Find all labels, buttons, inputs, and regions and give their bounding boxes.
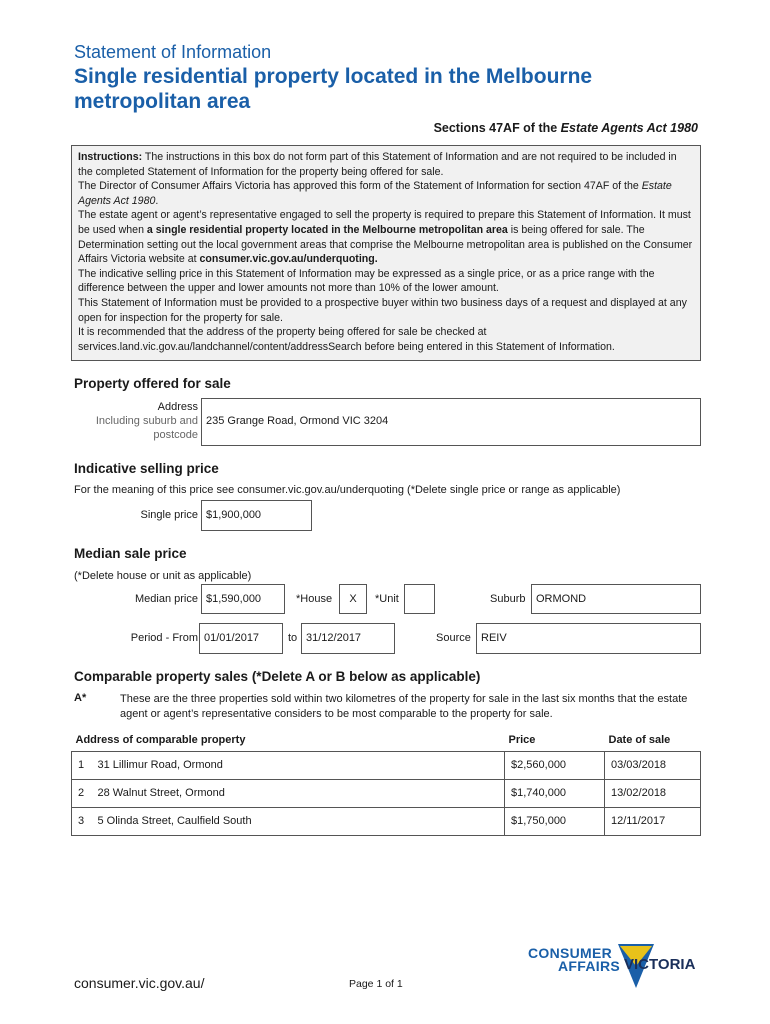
median-heading: Median sale price: [74, 546, 187, 561]
logo-text-consumer: CONSUMER: [528, 945, 613, 961]
row-date[interactable]: 12/11/2017: [605, 807, 701, 835]
house-checkbox[interactable]: X: [339, 584, 367, 614]
instructions-p2b: Estate Agents Act 1980: [78, 180, 672, 207]
instructions-p3b: a single residential property located in the Melbourne metropolitan area: [146, 223, 508, 236]
source-label: Source: [436, 632, 471, 644]
row-address[interactable]: 28 Walnut Street, Ormond: [92, 779, 505, 807]
row-price[interactable]: $2,560,000: [505, 751, 605, 779]
instructions-label: Instructions:: [78, 151, 143, 163]
period-to-field[interactable]: 31/12/2017: [301, 623, 395, 654]
page-number: Page 1 of 1: [349, 978, 403, 990]
unit-label: *Unit: [375, 593, 399, 605]
indicative-note: For the meaning of this price see consumer.vic.gov.au/underquoting (*Delete single price or range as applicable): [74, 484, 621, 496]
row-date[interactable]: 03/03/2018: [605, 751, 701, 779]
instructions-p3d[interactable]: consumer.vic.gov.au/underquoting.: [199, 253, 378, 266]
instructions-p3a: The estate agent or agent’s representative engaged to sell the property is required to prepare this Statement of Information. It must be used when: [78, 209, 691, 236]
period-from-label: Period - From: [130, 632, 198, 644]
row-number: 2: [72, 779, 92, 807]
col-header-price: Price: [508, 733, 536, 746]
row-price[interactable]: $1,750,000: [505, 807, 605, 835]
instructions-box: [71, 145, 701, 361]
address-label: Address: [157, 401, 198, 413]
row-price[interactable]: $1,740,000: [505, 779, 605, 807]
document-subtitle: Statement of Information: [74, 42, 272, 62]
consumer-affairs-victoria-logo: [528, 942, 704, 994]
instructions-p6: It is recommended that the address of the property being offered for sale be checked at services.land.vic.gov.au/landchannel/content/addressSearch before being entered in this Statement of Information.: [78, 326, 615, 353]
median-note: (*Delete house or unit as applicable): [74, 570, 252, 582]
property-heading: Property offered for sale: [74, 376, 231, 391]
source-field[interactable]: REIV: [476, 623, 701, 654]
instructions-p5: This Statement of Information must be provided to a prospective buyer within two business days of a request and displayed at any open for inspection for the property for sale.: [78, 296, 687, 324]
period-to-label: to: [288, 632, 298, 644]
suburb-label: Suburb: [490, 593, 526, 605]
document-title: Single residential property located in the Melbourne metropolitan area: [74, 65, 593, 113]
col-header-address: Address of comparable property: [75, 733, 246, 746]
address-sublabel-1: Including suburb and: [95, 415, 198, 427]
row-address[interactable]: 5 Olinda Street, Caulfield South: [92, 807, 505, 835]
instructions-p2c: .: [155, 194, 159, 207]
comparable-table: [71, 733, 701, 836]
table-row: [72, 751, 701, 779]
suburb-field[interactable]: ORMOND: [531, 584, 701, 614]
indicative-heading: Indicative selling price: [74, 461, 219, 476]
sections-act: Estate Agents Act 1980: [560, 121, 698, 135]
row-date[interactable]: 13/02/2018: [605, 779, 701, 807]
instructions-p3c: is being offered for sale. The Determination setting out the local government areas that comprise the Melbourne metropolitan area is published on the Consumer Affairs Victoria website at: [78, 223, 693, 266]
option-a-text: These are the three properties sold within two kilometres of the property for sale in the last six months that the estate agent or agent’s representative considers to be most comparable to the property for sale.: [120, 693, 688, 720]
house-label: *House: [296, 593, 333, 605]
period-from-field[interactable]: 01/01/2017: [199, 623, 283, 654]
single-price-label: Single price: [140, 509, 198, 521]
col-header-date: Date of sale: [608, 733, 671, 746]
median-price-label: Median price: [135, 593, 198, 605]
address-sublabel-2: postcode: [153, 429, 198, 441]
instructions-p4: The indicative selling price in this Statement of Information may be expressed as a single price, or as a price range with the difference between the upper and lower amounts not more than 10% of the lower amount.: [78, 267, 655, 295]
sections-reference: [434, 121, 698, 135]
table-row: [72, 807, 701, 835]
table-row: [72, 779, 701, 807]
logo-text-victoria: VICTORIA: [624, 956, 696, 973]
instructions-p1: The instructions in this box do not form part of this Statement of Information and are not required to be included in the completed Statement of Information for the property being offered for sale.: [78, 151, 677, 178]
address-field[interactable]: 235 Grange Road, Ormond VIC 3204: [201, 398, 701, 446]
single-price-field[interactable]: $1,900,000: [201, 500, 312, 531]
option-a-label: A*: [74, 692, 87, 704]
comparable-heading: Comparable property sales (*Delete A or B below as applicable): [74, 669, 481, 684]
row-number: 1: [72, 751, 92, 779]
footer-url[interactable]: consumer.vic.gov.au/: [74, 975, 205, 991]
sections-prefix: Sections 47AF of the: [433, 121, 561, 135]
row-number: 3: [72, 807, 92, 835]
instructions-p2a: The Director of Consumer Affairs Victoria has approved this form of the Statement of Information for section 47AF of the: [78, 180, 642, 193]
median-price-field[interactable]: $1,590,000: [201, 584, 285, 614]
row-address[interactable]: 31 Lillimur Road, Ormond: [92, 751, 505, 779]
unit-checkbox[interactable]: [404, 584, 435, 614]
logo-text-affairs: AFFAIRS: [558, 958, 620, 974]
